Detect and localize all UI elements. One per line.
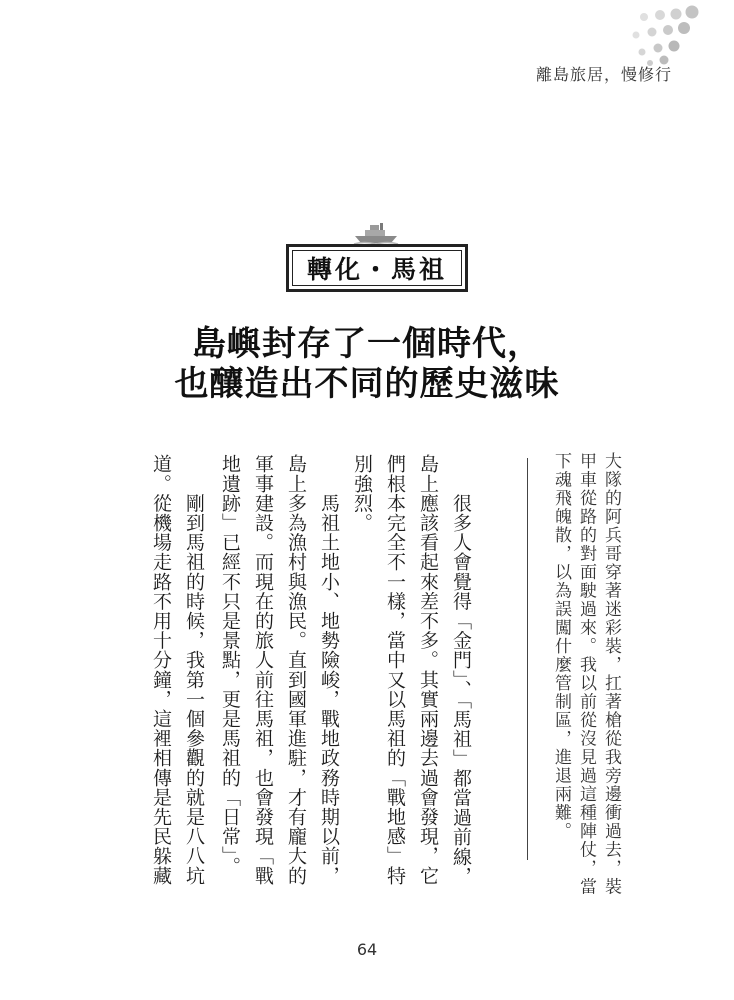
chapter-title: 轉化・馬祖 [306,255,447,284]
quote-column: 甲車從路的對面駛過來。我以前從沒見過這種陣仗，當 [576,452,596,896]
quote-divider [527,458,528,860]
quote-column: 大隊的阿兵哥穿著迷彩裝，扛著槍從我旁邊衝過去，裝 [601,452,621,896]
body-column: 軍事建設。而現在的旅人前往馬祖，也會發現「戰 [252,454,274,886]
body-column: 馬祖土地小、地勢險峻，戰地政務時期以前， [318,454,340,886]
body-column: 很多人會覺得「金門」、「馬祖」都當過前線， [450,454,472,886]
body-column: 別強烈。 [351,454,373,533]
body-column: 島上多為漁村與漁民。直到國軍進駐，才有龐大的 [285,454,307,886]
decorative-dots-icon [594,2,704,68]
body-column: 道。從機場走路不用十分鐘，這裡相傳是先民躲藏 [150,454,172,886]
body-column: 地遺跡」已經不只是景點，更是馬祖的「日常」。 [219,454,241,876]
headline-line-2: 也釀造出不同的歷史滋味 [174,364,560,404]
running-header: 離島旅居，慢修行 [535,65,672,84]
body-column: 剛到馬祖的時候，我第一個參觀的就是八八坑 [183,454,205,886]
quote-column: 下魂飛魄散，以為誤闖什麼管制區，進退兩難。 [551,452,571,841]
body-column: 們根本完全不一樣，當中又以馬祖的「戰地感」特 [384,454,406,886]
ship-icon [352,221,400,245]
headline-line-1: 島嶼封存了一個時代， [192,324,542,364]
body-column: 島上應該看起來差不多。其實兩邊去過會發現，它 [417,454,439,886]
page-number: 64 [356,940,378,959]
chapter-title-box [286,244,468,292]
